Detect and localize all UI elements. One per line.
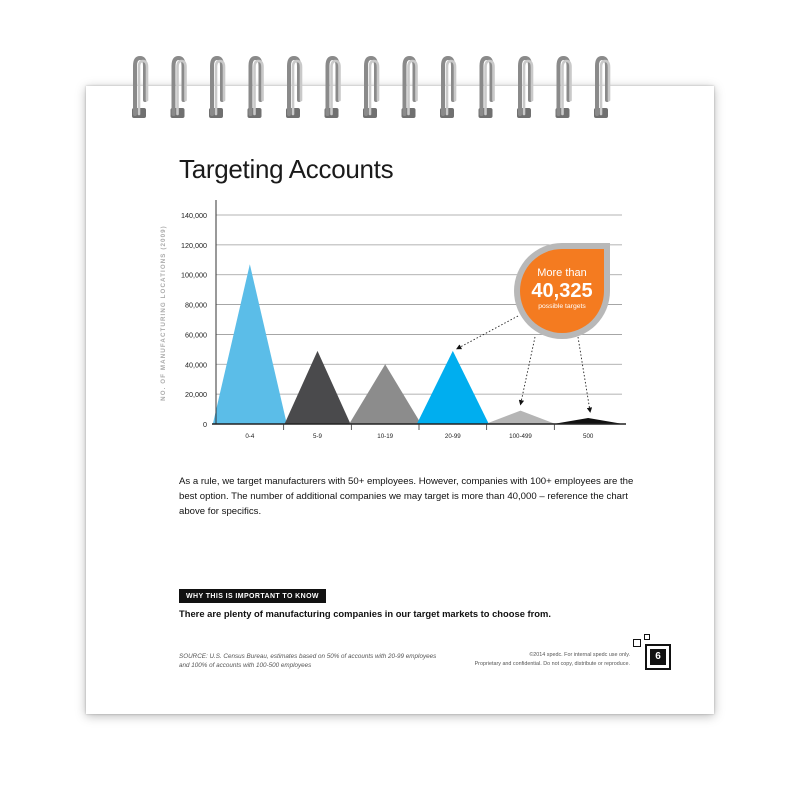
bar-0-4 [213, 264, 287, 424]
callout-arrow-500 [578, 337, 590, 412]
page-number-box [645, 644, 671, 670]
y-tick-label: 80,000 [185, 300, 207, 310]
x-tick-label: 20-99 [444, 433, 461, 440]
y-tick-label: 0 [203, 420, 207, 429]
legal-line-2: Proprietary and confidential. Do not copy, distribute or reproduce. [474, 661, 630, 667]
legal-notice [440, 651, 630, 669]
x-tick-label: 0-4 [245, 433, 255, 440]
y-axis-label: NO. OF MANUFACTURING LOCATIONS (2009) [160, 225, 167, 401]
source-note: SOURCE: U.S. Census Bureau, estimates based on 50% of accounts with 20-99 employees and 100% of accounts with 100-500 employees [179, 653, 437, 669]
page-number-mark [630, 632, 672, 672]
y-tick-label: 120,000 [181, 240, 207, 250]
callout-line2: possible targets [538, 303, 586, 310]
x-tick-label: 10-19 [377, 433, 394, 440]
bar-500 [553, 418, 623, 424]
callout-arrow-20-99 [457, 316, 518, 349]
y-tick-label: 40,000 [185, 360, 207, 370]
callout-bubble [514, 243, 610, 339]
bar-100-499 [486, 411, 556, 424]
y-tick-label: 20,000 [185, 390, 207, 400]
callout-value: 40,325 [531, 280, 593, 302]
legal-line-1: ©2014 spedc. For internal spedc use only. [529, 652, 630, 658]
deco-square-mid [633, 639, 641, 647]
y-tick-label: 60,000 [185, 330, 207, 340]
body-paragraph: As a rule, we target manufacturers with 50+ employees. However, companies with 100+ employees are the best option. The number of additional companies we may target is more than 40,000 – reference the chart above for specifics. [179, 476, 634, 517]
page-number: 6 [650, 649, 666, 665]
why-important-text: There are plenty of manufacturing companies in our target markets to choose from. [179, 608, 551, 619]
page-title: Targeting Accounts [179, 154, 394, 184]
callout-line1: More than [537, 267, 587, 279]
y-tick-label: 100,000 [181, 270, 207, 280]
bar-5-9 [285, 351, 351, 424]
deco-square-small [644, 634, 650, 640]
bar-20-99 [417, 351, 489, 424]
x-tick-label: 5-9 [313, 433, 322, 440]
y-tick-label: 140,000 [181, 211, 207, 220]
x-tick-label: 100-499 [509, 433, 532, 440]
why-important-label: WHY THIS IS IMPORTANT TO KNOW [179, 589, 326, 603]
x-tick-label: 500 [583, 433, 594, 440]
